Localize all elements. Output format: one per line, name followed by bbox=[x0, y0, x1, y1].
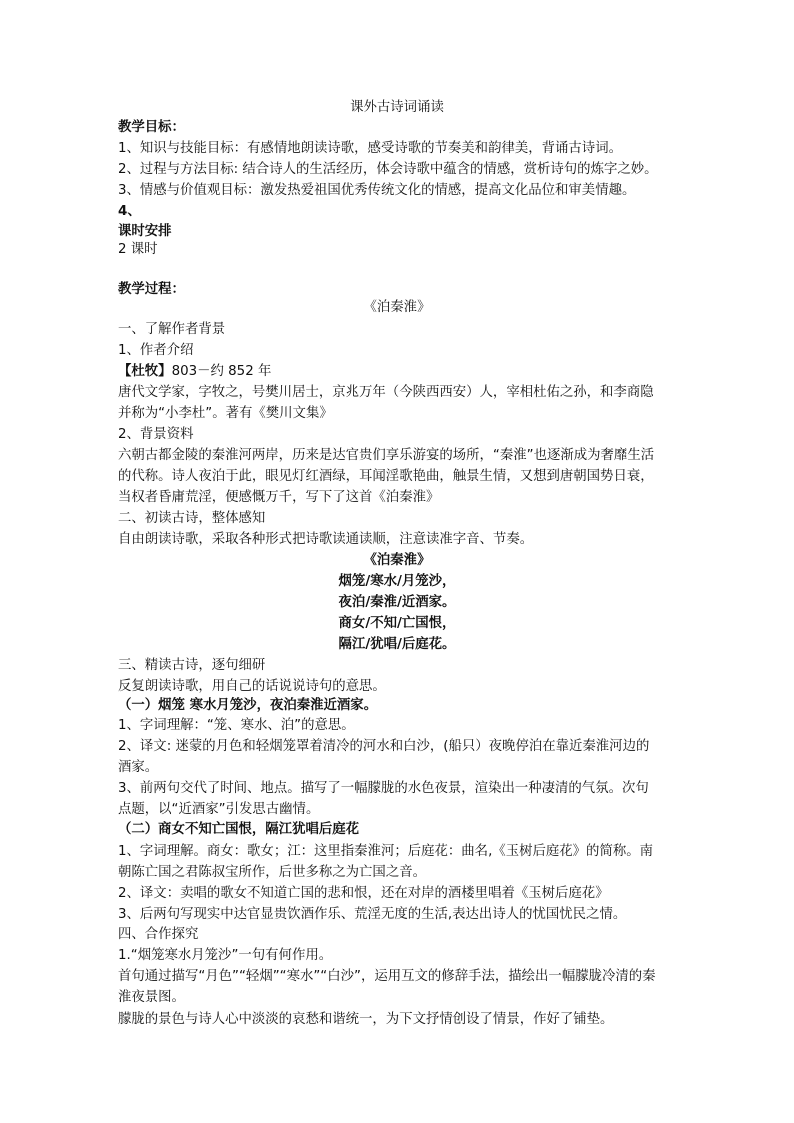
page-title: 课外古诗词诵读 bbox=[350, 100, 444, 115]
subsection-1-item-1: 1、字词理解：“笼、寒水、泊”的意思。 bbox=[118, 718, 355, 733]
subsection-1-item-2b: 酒家。 bbox=[118, 760, 159, 775]
schedule-heading: 课时安排 bbox=[118, 224, 172, 239]
author-years: 803－约 852 年 bbox=[171, 364, 272, 379]
subsection-1-heading: （一）烟笼 寒水月笼沙，夜泊秦淮近酒家。 bbox=[118, 698, 378, 713]
author-paragraph-2: 并称为“小李杜”。著有《樊川文集》 bbox=[118, 406, 333, 421]
goals-heading: 教学目标： bbox=[118, 120, 185, 135]
poem-line-1: 烟笼/寒水/月笼沙， bbox=[338, 574, 456, 589]
subsection-2-item-1a: 1、字词理解。商女：歌女；江：这里指秦淮河；后庭花：曲名,《玉树后庭花》的简称。南 bbox=[118, 844, 654, 859]
poem-line-3: 商女/不知/亡国恨， bbox=[338, 616, 456, 631]
subsection-2-heading: （二）商女不知亡国恨，隔江犹唱后庭花 bbox=[118, 822, 360, 837]
goal-3: 3、情感与价值观目标：激发热爱祖国优秀传统文化的情感，提高文化品位和审美情趣。 bbox=[118, 183, 636, 198]
subsection-1-item-2a: 2、译文: 迷蒙的月色和轻烟笼罩着清冷的河水和白沙，(船只）夜晚停泊在靠近秦淮河边的 bbox=[118, 739, 650, 754]
subsection-2-item-2: 2、译文：卖唱的歌女不知道亡国的悲和恨，还在对岸的酒楼里唱着《玉树后庭花》 bbox=[118, 886, 609, 901]
section-4-question: 1.“烟笼寒水月笼沙”一句有何作用。 bbox=[118, 948, 333, 963]
background-paragraph-1: 六朝古都金陵的秦淮河两岸，历来是达官贵们享乐游宴的场所，“秦淮”也逐渐成为奢靡生活 bbox=[118, 448, 655, 463]
background-paragraph-2: 的代称。诗人夜泊于此，眼见灯红酒绿，耳闻淫歌艳曲，触景生情，又想到唐朝国势日衰， bbox=[118, 469, 654, 484]
goal-1: 1、知识与技能目标：有感情地朗读诗歌，感受诗歌的节奏美和韵律美，背诵古诗词。 bbox=[118, 141, 622, 156]
section-2-heading: 二、初读古诗，整体感知 bbox=[118, 511, 266, 526]
process-heading: 教学过程： bbox=[118, 282, 185, 297]
poem-line-4: 隔江/犹唱/后庭花。 bbox=[338, 637, 456, 652]
section-4-answer-1: 首句通过描写“月色”“轻烟”“寒水”“白沙”，运用互文的修辞手法，描绘出一幅朦胧冷清的秦 bbox=[118, 969, 656, 984]
section-1-heading: 一、了解作者背景 bbox=[118, 322, 226, 337]
author-line bbox=[118, 362, 271, 382]
section-3-heading: 三、精读古诗，逐句细研 bbox=[118, 658, 266, 673]
author-name: 【杜牧】 bbox=[118, 364, 172, 379]
background-heading: 2、背景资料 bbox=[118, 427, 194, 442]
author-intro-heading: 1、作者介绍 bbox=[118, 343, 194, 358]
section-3-paragraph: 反复朗读诗歌，用自己的话说说诗句的意思。 bbox=[118, 679, 386, 694]
poem-heading: 《泊秦淮》 bbox=[363, 300, 431, 315]
schedule-value: 2 课时 bbox=[118, 242, 158, 257]
subsection-1-item-3a: 3、前两句交代了时间、地点。描写了一幅朦胧的水色夜景，渲染出一种凄清的气氛。次句 bbox=[118, 781, 649, 796]
poem-title: 《泊秦淮》 bbox=[363, 553, 431, 568]
subsection-1-item-3b: 点题，以“近酒家”引发思古幽情。 bbox=[118, 802, 320, 817]
subsection-2-item-1b: 朝陈亡国之君陈叔宝所作，后世多称之为亡国之音。 bbox=[118, 865, 426, 880]
section-4-answer-3: 朦胧的景色与诗人心中淡淡的哀愁和谐统一，为下文抒情创设了情景，作好了铺垫。 bbox=[118, 1012, 614, 1027]
section-2-paragraph: 自由朗读诗歌，采取各种形式把诗歌读通读顺，注意读准字音、节奏。 bbox=[118, 532, 534, 547]
subsection-2-item-3: 3、后两句写现实中达官显贵饮酒作乐、荒淫无度的生活,表达出诗人的忧国忧民之情。 bbox=[118, 907, 627, 922]
background-paragraph-3: 当权者昏庸荒淫，便感慨万千，写下了这首《泊秦淮》 bbox=[118, 490, 440, 505]
goal-4: 4、 bbox=[118, 204, 141, 219]
poem-line-2: 夜泊/秦淮/近酒家。 bbox=[338, 595, 456, 610]
author-paragraph-1: 唐代文学家，字牧之，号樊川居士，京兆万年（今陕西西安）人，宰相杜佑之孙，和李商隐 bbox=[118, 385, 654, 400]
section-4-answer-2: 淮夜景图。 bbox=[118, 990, 185, 1005]
goal-2: 2、过程与方法目标: 结合诗人的生活经历，体会诗歌中蕴含的情感，赏析诗句的炼字之妙。 bbox=[118, 162, 658, 177]
section-4-heading: 四、合作探究 bbox=[118, 927, 199, 942]
